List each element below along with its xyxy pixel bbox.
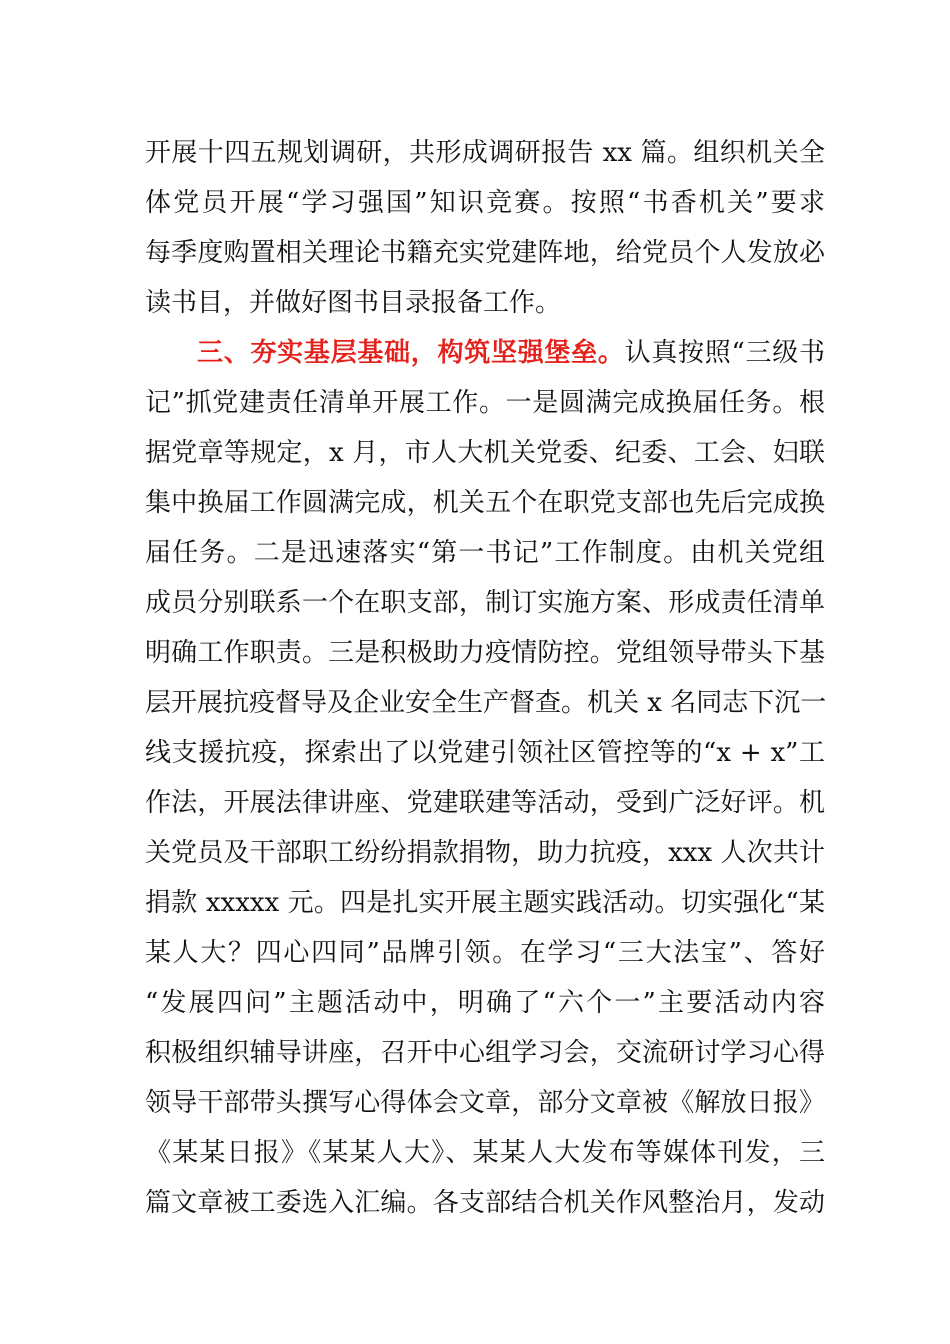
paragraph-1-line-1: 开展十四五规划调研，共形成调研报告 xx 篇。组织机关全 [145, 138, 825, 168]
paragraph-2-line-16: 领导干部带头撰写心得体会文章，部分文章被《解放日报》 [145, 1088, 825, 1118]
paragraph-2-line-1 [197, 328, 825, 378]
section-heading-rest: 认真按照“三级书 [624, 338, 825, 368]
section-heading: 三、夯实基层基础，构筑坚强堡垒。 [197, 338, 625, 368]
paragraph-2-line-13: 某人大？四心四同”品牌引领。在学习“三大法宝”、答好 [145, 938, 825, 968]
paragraph-1-line-3: 每季度购置相关理论书籍充实党建阵地，给党员个人发放必 [145, 238, 825, 268]
paragraph-2-line-10: 作法，开展法律讲座、党建联建等活动，受到广泛好评。机 [145, 788, 825, 818]
paragraph-2-line-6: 成员分别联系一个在职支部，制订实施方案、形成责任清单 [145, 588, 825, 618]
paragraph-2-line-7: 明确工作职责。三是积极助力疫情防控。党组领导带头下基 [145, 638, 825, 668]
paragraph-1-line-2: 体党员开展“学习强国”知识竞赛。按照“书香机关”要求 [145, 188, 825, 218]
paragraph-2-line-4: 集中换届工作圆满完成，机关五个在职党支部也先后完成换 [145, 488, 825, 518]
paragraph-2-line-17: 《某某日报》《某某人大》、某某人大发布等媒体刊发，三 [145, 1138, 825, 1168]
paragraph-2-line-11: 关党员及干部职工纷纷捐款捐物，助力抗疫，xxx 人次共计 [145, 838, 825, 868]
paragraph-2-line-18: 篇文章被工委选入汇编。各支部结合机关作风整治月，发动 [145, 1188, 825, 1218]
paragraph-2-line-2: 记”抓党建责任清单开展工作。一是圆满完成换届任务。根 [145, 388, 825, 418]
paragraph-2-line-5: 届任务。二是迅速落实“第一书记”工作制度。由机关党组 [145, 538, 825, 568]
paragraph-1-line-4: 读书目，并做好图书目录报备工作。 [145, 288, 562, 318]
paragraph-2-line-15: 积极组织辅导讲座，召开中心组学习会，交流研讨学习心得 [145, 1038, 825, 1068]
paragraph-2-line-14: “发展四问”主题活动中，明确了“六个一”主要活动内容 [145, 988, 825, 1018]
paragraph-2-line-3: 据党章等规定，x 月，市人大机关党委、纪委、工会、妇联 [145, 438, 825, 468]
paragraph-2-line-9: 线支援抗疫，探索出了以党建引领社区管控等的“x + x”工 [145, 738, 825, 768]
paragraph-2-line-8: 层开展抗疫督导及企业安全生产督查。机关 x 名同志下沉一 [145, 688, 827, 718]
paragraph-2-line-12: 捐款 xxxxx 元。四是扎实开展主题实践活动。切实强化“某 [145, 888, 825, 918]
